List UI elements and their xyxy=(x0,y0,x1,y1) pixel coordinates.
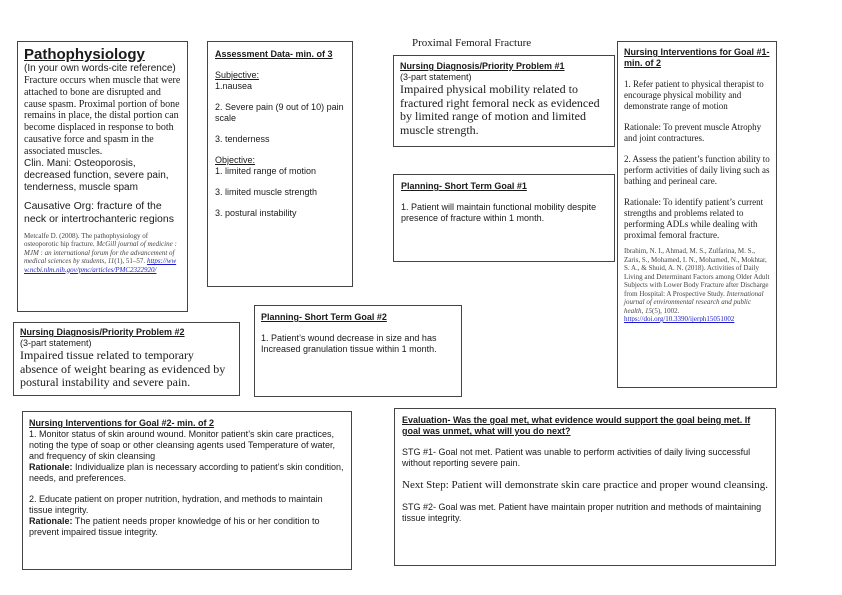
diagnosis-1-box xyxy=(393,55,615,147)
planning-1-body: 1. Patient will maintain functional mobility despite presence of fracture within 1 month. xyxy=(401,202,597,223)
intervention-1-rationale: Rationale: Individualize plan is necessary according to patient’s skin condition, needs, and preferences. xyxy=(29,462,344,483)
page-title: Proximal Femoral Fracture xyxy=(412,37,532,49)
interventions-2-heading: Nursing Interventions for Goal #2- min. of 2 xyxy=(29,418,215,428)
evaluation-next-step: Next Step: Patient will demonstrate skin care practice and proper wound cleansing. xyxy=(402,479,768,491)
diagnosis-2-body: Impaired tissue related to temporary absence of weight bearing as evidenced by postural instability and severe pain. xyxy=(20,348,226,389)
evaluation-stg-2: STG #2- Goal was met. Patient have maintain proper nutrition and methods of maintaining tissue integrity. xyxy=(402,502,762,523)
reference-link[interactable]: https://www.ncbi.nlm.nih.gov/pmc/articles/PMC2322920/ xyxy=(24,257,177,274)
assessment-heading: Assessment Data- min. of 3 xyxy=(215,49,333,59)
evaluation-box xyxy=(394,408,776,566)
pathophysiology-body: Fracture occurs when muscle that were attached to bone are disrupted and cause spasm. Proximal portion of bone remains in place, the distal portion can become displaced in response to both causative force and spasm in the associated muscles. xyxy=(24,75,181,157)
planning-1-box xyxy=(393,174,615,262)
planning-2-heading: Planning- Short Term Goal #2 xyxy=(261,312,387,322)
planning-1-heading: Planning- Short Term Goal #1 xyxy=(401,181,527,191)
assessment-box xyxy=(207,41,353,287)
objective-label: Objective: xyxy=(215,155,256,165)
interventions-1-box xyxy=(617,41,777,388)
intervention-2-item: 2. Educate patient on proper nutrition, hydration, and methods to maintain tissue integrity. xyxy=(29,494,323,515)
intervention-2-rationale: Rationale: The patient needs proper knowledge of his or her condition to prevent impaired tissue integrity. xyxy=(29,516,320,537)
subjective-item: 3. tenderness xyxy=(215,134,270,144)
planning-2-box xyxy=(254,305,462,397)
evaluation-heading: Evaluation- Was the goal met, what evidence would support the goal being met. If goal was unmet, what will you do next? xyxy=(402,415,751,436)
diagnosis-1-body: Impaired physical mobility related to fractured right femoral neck as evidenced by limited range of motion and limited muscle strength. xyxy=(400,82,600,137)
objective-item: 3. limited muscle strength xyxy=(215,187,318,197)
pathophysiology-box xyxy=(17,41,188,312)
diagnosis-2-heading: Nursing Diagnosis/Priority Problem #2 xyxy=(20,327,185,337)
intervention-1-item: 1. Refer patient to physical therapist to encourage physical mobility and demonstrate range of motion xyxy=(624,79,764,111)
pathophysiology-instruction: (In your own words-cite reference) xyxy=(24,63,176,74)
diagnosis-1-heading: Nursing Diagnosis/Priority Problem #1 xyxy=(400,61,565,71)
diagnosis-2-subheading: (3-part statement) xyxy=(20,338,92,348)
intervention-2-rationale: Rationale: To identify patient’s current strengths and problems related to performing ADLs while dealing with proximal femoral fracture. xyxy=(624,197,764,240)
interventions-1-reference: Ibrahim, N. I., Ahmad, M. S., Zulfarina, M. S., Zaris, S., Mohamed, I. N., Mohamed, N., Mokhtar, S. A., & Shuid, A. N. (2018). Activities of Daily Living and Determinant Factors among Older Adult Subjects with Lower Body Fracture after Discharge from Hospital: A Prospective Study. International journal of environmental research and public health, 15(5), 1002. https://doi.org/10.3390/ijerph15051002 xyxy=(624,247,770,323)
subjective-item: 2. Severe pain (9 out of 10) pain scale xyxy=(215,102,344,123)
pathophysiology-reference: Metcalfe D. (2008). The pathophysiology of osteoporotic hip fracture. McGill journal of medicine : MJM : an international forum for the advancement of medical sciences by students, 11(1), 51–57. https://www.ncbi.nlm.nih.gov/pmc/articles/PMC2322920/ xyxy=(24,231,177,274)
planning-2-body: 1. Patient’s wound decrease in size and has Increased granulation tissue within 1 month. xyxy=(261,333,437,354)
reference-link[interactable]: https://doi.org/10.3390/ijerph15051002 xyxy=(624,315,735,323)
evaluation-stg-1: STG #1- Goal not met. Patient was unable to perform activities of daily living successful without reporting severe pain. xyxy=(402,447,751,468)
interventions-2-box xyxy=(22,411,352,570)
intervention-2-item: 2. Assess the patient’s function ability to perform activities of daily living such as bathing and perineal care. xyxy=(624,154,770,186)
subjective-item: 1.nausea xyxy=(215,81,253,91)
intervention-1-rationale: Rationale: To prevent muscle Atrophy and joint contractures. xyxy=(624,122,762,143)
objective-item: 3. postural instability xyxy=(215,208,297,218)
objective-item: 1. limited range of motion xyxy=(215,166,317,176)
diagnosis-1-subheading: (3-part statement) xyxy=(400,72,472,82)
interventions-1-heading: Nursing Interventions for Goal #1- min. of 2 xyxy=(624,47,770,68)
clinical-manifestations: Clin. Mani: Osteoporosis, decreased function, severe pain, tenderness, muscle spam xyxy=(24,157,169,193)
intervention-1-item: 1. Monitor status of skin around wound. Monitor patient’s skin care practices, noting the type of soap or other cleansing agents used Temperature of water, and frequency of skin cleansing xyxy=(29,429,336,461)
causative-organism: Causative Org: fracture of the neck or intertrochanteric regions xyxy=(24,199,174,225)
diagnosis-2-box xyxy=(13,322,240,396)
pathophysiology-heading: Pathophysiology xyxy=(24,46,145,63)
subjective-label: Subjective: xyxy=(215,70,260,80)
